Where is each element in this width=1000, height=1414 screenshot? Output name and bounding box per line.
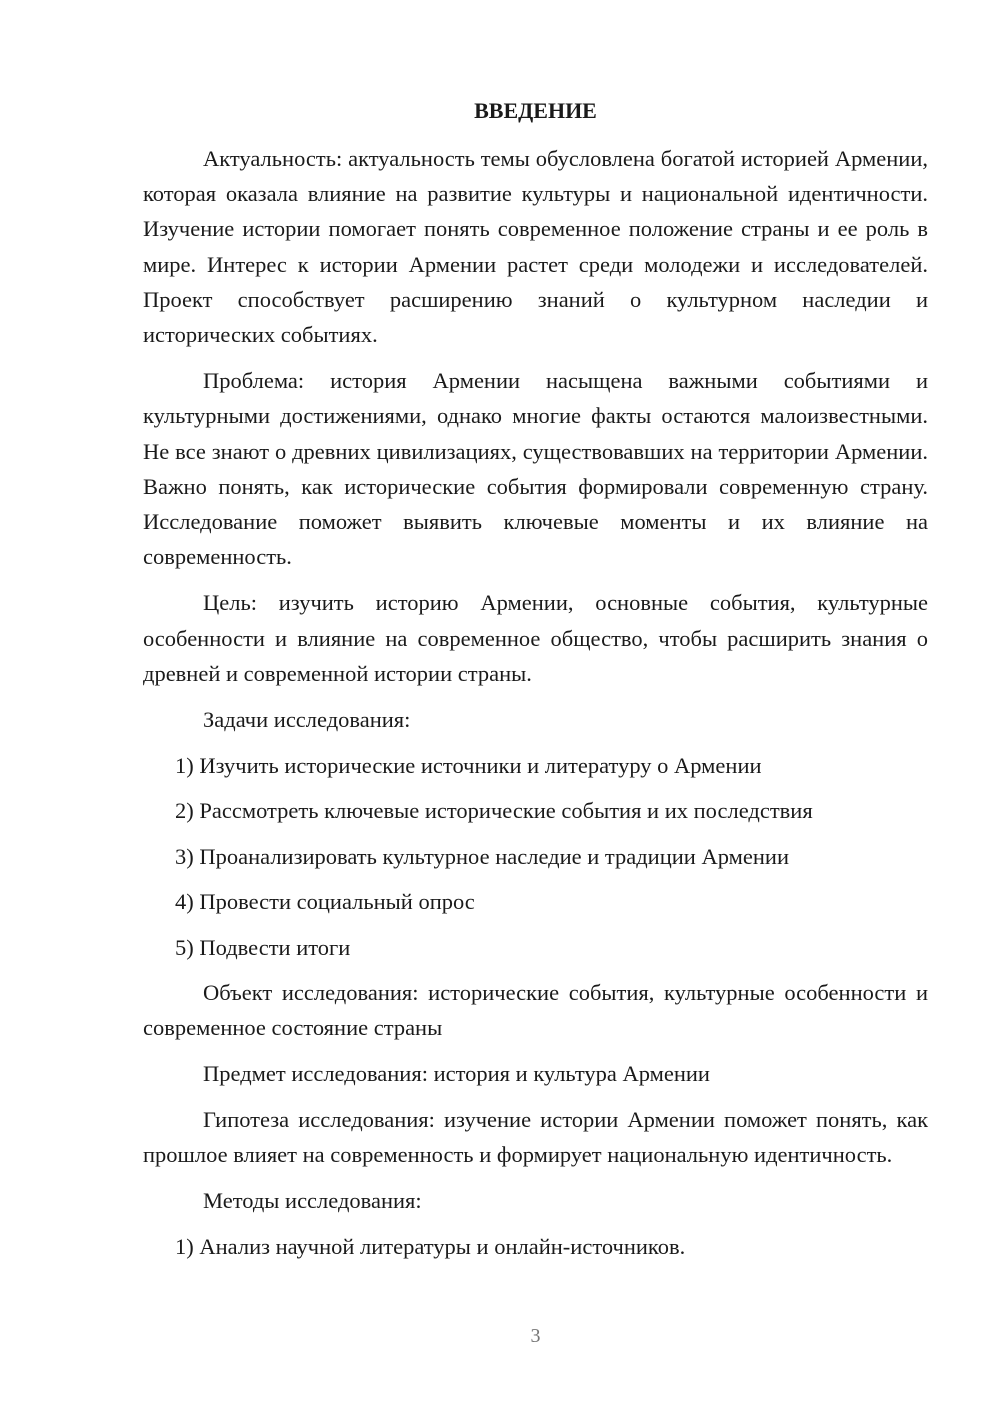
task-item: 4) Провести социальный опрос: [175, 889, 475, 915]
problem-paragraph: Проблема: история Армении насыщена важными событиями и культурными достижениями, однако многие факты остаются малоизвестными. Не все знают о древних цивилизациях, существовавших на территории Армении. Важно понять, как исторические события формировали современную страну. Исследование поможет выявить ключевые моменты и их влияние на современность.: [143, 368, 928, 570]
tasks-heading: Задачи исследования:: [203, 707, 411, 733]
task-item: 1) Изучить исторические источники и литературу о Армении: [175, 752, 762, 778]
object-paragraph: Объект исследования: исторические события, культурные особенности и современное состояние страны: [143, 980, 928, 1041]
subject-paragraph: Предмет исследования: история и культура Армении: [203, 1061, 710, 1087]
relevance-paragraph: Актуальность: актуальность темы обусловлена богатой историей Армении, которая оказала влияние на развитие культуры и национальной идентичности. Изучение истории помогает понять современное положение страны и ее роль в мире. Интерес к истории Армении растет среди молодежи и исследователей. Проект способствует расширению знаний о культурном наследии и исторических событиях.: [143, 146, 928, 348]
task-item: 5) Подвести итоги: [175, 934, 351, 960]
page-number: 3: [530, 1325, 541, 1347]
document-body: [143, 141, 928, 1274]
methods-heading: Методы исследования:: [203, 1188, 422, 1214]
task-item: 2) Рассмотреть ключевые исторические события и их последствия: [175, 798, 813, 824]
method-item: 1) Анализ научной литературы и онлайн-источников.: [175, 1233, 686, 1259]
goal-paragraph: Цель: изучить историю Армении, основные события, культурные особенности и влияние на современное общество, чтобы расширить знания о древней и современной истории страны.: [143, 590, 928, 686]
hypothesis-paragraph: Гипотеза исследования: изучение истории Армении поможет понять, как прошлое влияет на современность и формирует национальную идентичность.: [143, 1106, 928, 1168]
task-item: 3) Проанализировать культурное наследие и традиции Армении: [175, 843, 789, 869]
page-title: ВВЕДЕНИЕ: [474, 98, 597, 123]
